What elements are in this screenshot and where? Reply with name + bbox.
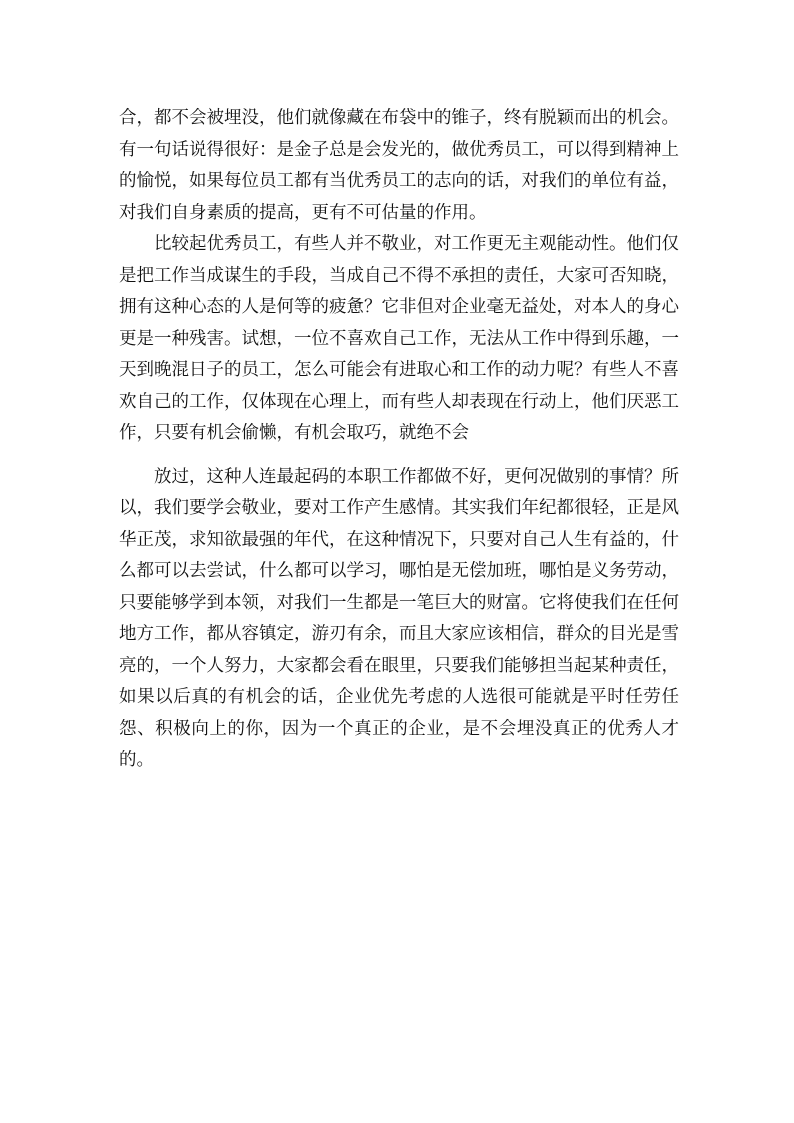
paragraph-1: 合，都不会被埋没，他们就像藏在布袋中的锥子，终有脱颖而出的机会。有一句话说得很好：是金子总是会发光的，做优秀员工，可以得到精神上的愉悦，如果每位员工都有当优秀员工的志向的话，对我们的单位有益，对我们自身素质的提高，更有不可估量的作用。 bbox=[119, 108, 679, 223]
paragraph-3: 放过，这种人连最起码的本职工作都做不好，更何况做别的事情？所以，我们要学会敬业，要对工作产生感情。其实我们年纪都很轻，正是风华正茂，求知欲最强的年代，在这种情况下，只要对自己人生有益的，什么都可以去尝试，什么都可以学习，哪怕是无偿加班，哪怕是义务劳动，只要能够学到本领，对我们一生都是一笔巨大的财富。它将使我们在任何地方工作，都从容镇定，游刃有余，而且大家应该相信，群众的目光是雪亮的，一个人努力，大家都会看在眼里，只要我们能够担当起某种责任，如果以后真的有机会的话，企业优先考虑的人选很可能就是平时任劳任怨、积极向上的你，因为一个真正的企业，是不会埋没真正的优秀人才的。 bbox=[119, 466, 679, 770]
document-body bbox=[119, 103, 679, 777]
paragraph-2: 比较起优秀员工，有些人并不敬业，对工作更无主观能动性。他们仅是把工作当成谋生的手段，当成自己不得不承担的责任，大家可否知晓，拥有这种心态的人是何等的疲惫？它非但对企业毫无益处，对本人的身心更是一种残害。试想，一位不喜欢自己工作，无法从工作中得到乐趣，一天到晚混日子的员工，怎么可能会有进取心和工作的动力呢？有些人不喜欢自己的工作，仅体现在心理上，而有些人却表现在行动上，他们厌恶工作，只要有机会偷懒，有机会取巧，就绝不会 bbox=[119, 234, 679, 443]
